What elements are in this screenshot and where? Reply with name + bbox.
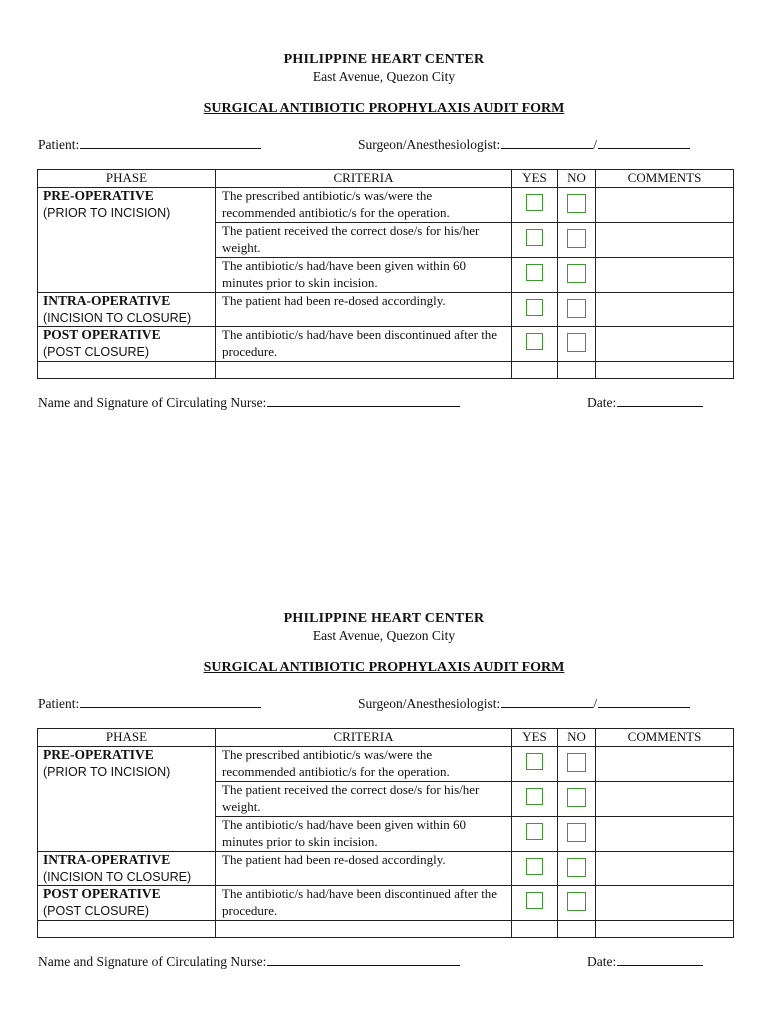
comments-cell[interactable] (596, 327, 734, 362)
form-title: SURGICAL ANTIBIOTIC PROPHYLAXIS AUDIT FORM (203, 101, 565, 116)
no-cell (558, 782, 596, 817)
criteria-cell (216, 886, 512, 921)
surgeon-blank-line[interactable] (501, 694, 593, 708)
nurse-blank-line[interactable] (267, 393, 460, 407)
column-header-phase: PHASE (38, 170, 216, 188)
phase-cell-intra-operative (38, 852, 216, 886)
criteria-text: The antibiotic/s had/have been discontinued after the procedure. (222, 327, 498, 359)
no-cell (558, 747, 596, 782)
criteria-cell (216, 188, 512, 223)
blank-cell[interactable] (558, 362, 596, 379)
column-header-no: NO (558, 170, 596, 188)
no-checkbox-icon[interactable] (567, 858, 586, 877)
criteria-cell (216, 327, 512, 362)
column-header-no: NO (558, 729, 596, 747)
surgeon-label: Surgeon/Anesthesiologist: (358, 137, 501, 152)
table-header-row (38, 729, 734, 747)
audit-table (37, 728, 734, 938)
no-checkbox-icon[interactable] (567, 194, 586, 213)
phase-cell-pre-operative (38, 747, 216, 852)
criteria-text: The antibiotic/s had/have been discontinued after the procedure. (222, 886, 498, 918)
audit-form-top (0, 0, 768, 430)
blank-cell[interactable] (38, 362, 216, 379)
no-cell (558, 817, 596, 852)
yes-checkbox-icon[interactable] (526, 892, 543, 909)
date-field[interactable] (587, 393, 703, 411)
org-address: East Avenue, Quezon City (312, 628, 456, 643)
date-label: Date: (587, 954, 617, 969)
comments-cell[interactable] (596, 747, 734, 782)
comments-cell[interactable] (596, 817, 734, 852)
comments-cell[interactable] (596, 293, 734, 327)
phase-subtitle: (INCISION TO CLOSURE) (43, 310, 192, 325)
yes-checkbox-icon[interactable] (526, 299, 543, 316)
yes-checkbox-icon[interactable] (526, 788, 543, 805)
no-checkbox-icon[interactable] (567, 753, 586, 772)
anesthesiologist-blank-line[interactable] (598, 694, 690, 708)
no-cell (558, 852, 596, 886)
blank-cell[interactable] (512, 362, 558, 379)
table-row (38, 886, 734, 921)
no-checkbox-icon[interactable] (567, 333, 586, 352)
blank-cell[interactable] (216, 362, 512, 379)
yes-cell (512, 188, 558, 223)
surgeon-label: Surgeon/Anesthesiologist: (358, 696, 501, 711)
blank-cell[interactable] (596, 921, 734, 938)
phase-title: POST OPERATIVE (43, 886, 161, 901)
nurse-signature-field[interactable] (38, 952, 460, 970)
date-blank-line[interactable] (617, 393, 703, 407)
no-cell (558, 223, 596, 258)
yes-cell (512, 747, 558, 782)
surgeon-separator: / (593, 696, 598, 711)
yes-checkbox-icon[interactable] (526, 858, 543, 875)
comments-cell[interactable] (596, 782, 734, 817)
yes-cell (512, 886, 558, 921)
table-row (38, 293, 734, 327)
column-header-criteria: CRITERIA (216, 170, 512, 188)
yes-cell (512, 852, 558, 886)
comments-cell[interactable] (596, 852, 734, 886)
criteria-text: The patient received the correct dose/s for his/her weight. (222, 223, 480, 255)
yes-cell (512, 817, 558, 852)
no-checkbox-icon[interactable] (567, 299, 586, 318)
blank-cell[interactable] (596, 362, 734, 379)
criteria-text: The patient received the correct dose/s for his/her weight. (222, 782, 480, 814)
phase-title: INTRA-OPERATIVE (43, 852, 171, 867)
criteria-cell (216, 817, 512, 852)
criteria-cell (216, 258, 512, 293)
table-row-blank (38, 362, 734, 379)
blank-cell[interactable] (512, 921, 558, 938)
phase-subtitle: (INCISION TO CLOSURE) (43, 869, 192, 884)
anesthesiologist-blank-line[interactable] (598, 135, 690, 149)
patient-field[interactable] (38, 135, 261, 153)
no-checkbox-icon[interactable] (567, 264, 586, 283)
nurse-blank-line[interactable] (267, 952, 460, 966)
org-address: East Avenue, Quezon City (312, 69, 456, 84)
blank-cell[interactable] (558, 921, 596, 938)
comments-cell[interactable] (596, 188, 734, 223)
date-label: Date: (587, 395, 617, 410)
column-header-yes: YES (512, 729, 558, 747)
column-header-yes: YES (512, 170, 558, 188)
surgeon-separator: / (593, 137, 598, 152)
patient-blank-line[interactable] (80, 135, 261, 149)
patient-label: Patient: (38, 696, 80, 711)
yes-checkbox-icon[interactable] (526, 753, 543, 770)
patient-field[interactable] (38, 694, 261, 712)
phase-title: PRE-OPERATIVE (43, 747, 154, 762)
phase-subtitle: (POST CLOSURE) (43, 903, 150, 918)
patient-blank-line[interactable] (80, 694, 261, 708)
no-cell (558, 886, 596, 921)
date-blank-line[interactable] (617, 952, 703, 966)
table-row (38, 188, 734, 223)
form-title: SURGICAL ANTIBIOTIC PROPHYLAXIS AUDIT FORM (203, 660, 565, 675)
no-checkbox-icon[interactable] (567, 229, 586, 248)
no-checkbox-icon[interactable] (567, 823, 586, 842)
yes-checkbox-icon[interactable] (526, 264, 543, 281)
nurse-label: Name and Signature of Circulating Nurse: (38, 954, 267, 969)
phase-cell-post-operative (38, 886, 216, 921)
org-name: PHILIPPINE HEART CENTER (283, 611, 485, 626)
audit-table (37, 169, 734, 379)
phase-title: INTRA-OPERATIVE (43, 293, 171, 308)
comments-cell[interactable] (596, 223, 734, 258)
table-row-blank (38, 921, 734, 938)
criteria-text: The antibiotic/s had/have been given within 60 minutes prior to skin incision. (222, 258, 467, 290)
column-header-criteria: CRITERIA (216, 729, 512, 747)
column-header-comments: COMMENTS (596, 729, 734, 747)
column-header-phase: PHASE (38, 729, 216, 747)
phase-cell-post-operative (38, 327, 216, 362)
phase-subtitle: (POST CLOSURE) (43, 344, 150, 359)
phase-subtitle: (PRIOR TO INCISION) (43, 205, 171, 220)
yes-cell (512, 293, 558, 327)
criteria-cell (216, 747, 512, 782)
table-header-row (38, 170, 734, 188)
patient-label: Patient: (38, 137, 80, 152)
criteria-text: The antibiotic/s had/have been given within 60 minutes prior to skin incision. (222, 817, 467, 849)
phase-cell-intra-operative (38, 293, 216, 327)
criteria-text: The patient had been re-dosed accordingly. (222, 852, 446, 867)
table-row (38, 327, 734, 362)
yes-checkbox-icon[interactable] (526, 194, 543, 211)
phase-subtitle: (PRIOR TO INCISION) (43, 764, 171, 779)
yes-checkbox-icon[interactable] (526, 333, 543, 350)
no-checkbox-icon[interactable] (567, 788, 586, 807)
no-cell (558, 327, 596, 362)
audit-form-bottom (0, 559, 768, 989)
criteria-cell (216, 782, 512, 817)
date-field[interactable] (587, 952, 703, 970)
no-checkbox-icon[interactable] (567, 892, 586, 911)
phase-title: POST OPERATIVE (43, 327, 161, 342)
comments-cell[interactable] (596, 886, 734, 921)
yes-cell (512, 223, 558, 258)
no-cell (558, 258, 596, 293)
org-name: PHILIPPINE HEART CENTER (283, 52, 485, 67)
yes-checkbox-icon[interactable] (526, 823, 543, 840)
yes-checkbox-icon[interactable] (526, 229, 543, 246)
table-row (38, 747, 734, 782)
table-row (38, 852, 734, 886)
surgeon-field[interactable] (358, 694, 690, 712)
nurse-label: Name and Signature of Circulating Nurse: (38, 395, 267, 410)
yes-cell (512, 258, 558, 293)
surgeon-blank-line[interactable] (501, 135, 593, 149)
criteria-text: The patient had been re-dosed accordingly. (222, 293, 446, 308)
blank-cell[interactable] (38, 921, 216, 938)
comments-cell[interactable] (596, 258, 734, 293)
nurse-signature-field[interactable] (38, 393, 460, 411)
criteria-text: The prescribed antibiotic/s was/were the recommended antibiotic/s for the operation. (222, 188, 450, 220)
criteria-text: The prescribed antibiotic/s was/were the recommended antibiotic/s for the operation. (222, 747, 450, 779)
no-cell (558, 293, 596, 327)
criteria-cell (216, 223, 512, 258)
yes-cell (512, 782, 558, 817)
surgeon-field[interactable] (358, 135, 690, 153)
yes-cell (512, 327, 558, 362)
blank-cell[interactable] (216, 921, 512, 938)
phase-title: PRE-OPERATIVE (43, 188, 154, 203)
no-cell (558, 188, 596, 223)
criteria-cell (216, 852, 512, 886)
criteria-cell (216, 293, 512, 327)
column-header-comments: COMMENTS (596, 170, 734, 188)
phase-cell-pre-operative (38, 188, 216, 293)
